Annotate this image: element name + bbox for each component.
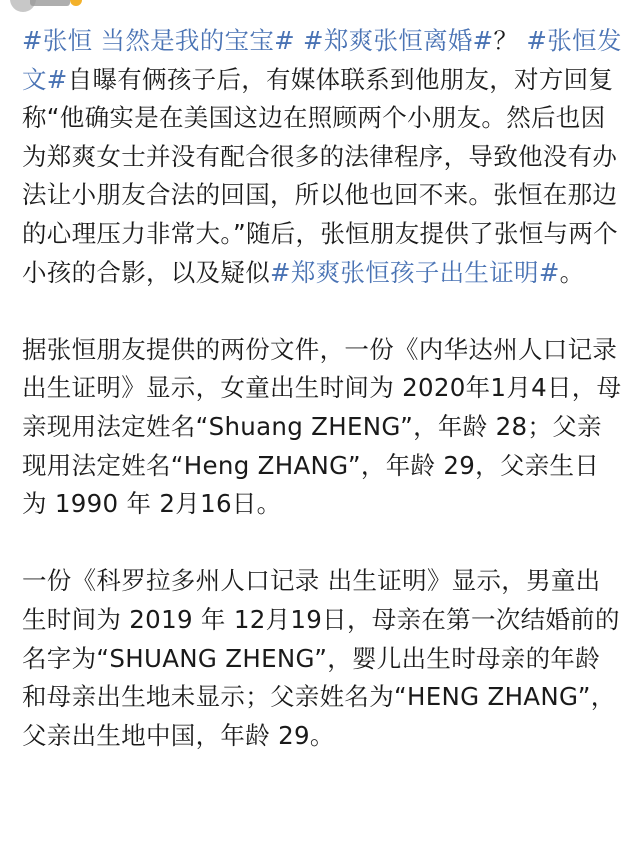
hashtag-link[interactable]: #郑爽张恒孩子出生证明# [270, 257, 560, 287]
post-body [22, 22, 622, 755]
post-paragraph-3: 一份《科罗拉多州人口记录 出生证明》显示，男童出生时间为 2019 年 12月19日，母亲在第一次结婚前的名字为“SHUANG ZHENG”，婴儿出生时母亲的年龄和母亲出生地未显示；父亲姓名为“HENG ZHANG”，父亲出生地中国，年龄 29。 [22, 566, 620, 750]
post-paragraph-2: 据张恒朋友提供的两份文件，一份《内华达州人口记录 出生证明》显示，女童出生时间为 2020年1月4日，母亲现用法定姓名“Shuang ZHENG”，年龄 28；父亲现用法定姓名“Heng ZHANG”，年龄 29，父亲生日为 1990 年 2月16日。 [22, 334, 622, 519]
hashtag-link[interactable]: #郑爽张恒离婚# [303, 26, 494, 55]
cut-off-post-header [0, 0, 641, 14]
verified-badge-icon [70, 0, 82, 6]
post-text: 。 [559, 257, 585, 287]
hashtag-link[interactable]: #张恒发文# [22, 26, 622, 94]
hashtag-link[interactable]: #张恒 当然是我的宝宝# [22, 26, 295, 55]
post-text: ？ [493, 26, 519, 55]
username[interactable] [30, 0, 70, 6]
post-paragraph-1 [22, 22, 622, 292]
post-text: 自曝有俩孩子后，有媒体联系到他朋友，对方回复称“他确实是在美国这边在照顾两个小朋友。然后也因为郑爽女士并没有配合很多的法律程序，导致他没有办法让小朋友合法的回国，所以他也回不来。张恒在那边的心理压力非常大。”随后，张恒朋友提供了张恒与两个小孩的合影，以及疑似 [22, 64, 618, 287]
